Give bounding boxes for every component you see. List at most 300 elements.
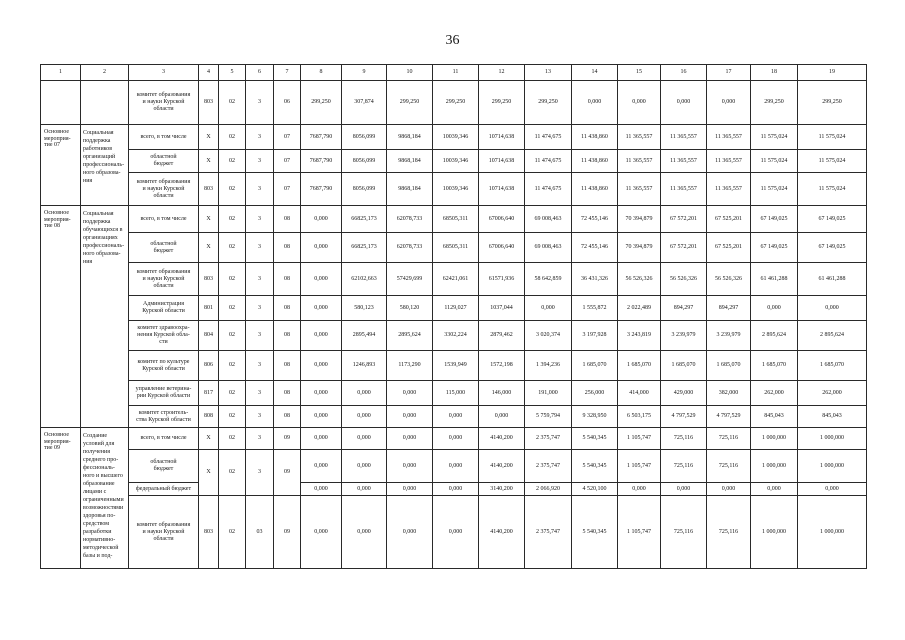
value-cell: 11 575,024: [751, 150, 798, 173]
budget-code-cell: 02: [219, 206, 246, 233]
value-cell: 894,297: [707, 296, 751, 321]
value-cell: 2 022,489: [618, 296, 661, 321]
value-cell: 1 685,070: [572, 351, 618, 381]
value-cell: 1 685,070: [751, 351, 798, 381]
value-cell: 61571,936: [479, 263, 525, 296]
budget-code-cell: 02: [219, 450, 246, 496]
value-cell: 5 540,345: [572, 428, 618, 450]
value-cell: 62421,061: [433, 263, 479, 296]
budget-code-cell: 02: [219, 81, 246, 125]
value-cell: 62102,663: [342, 263, 387, 296]
value-cell: 67 525,201: [707, 206, 751, 233]
value-cell: 11 365,557: [707, 173, 751, 206]
event-title-cell: Социальная поддержка работников организаций профессиональ- ного образова- ния: [81, 125, 129, 206]
budget-code-cell: 08: [274, 321, 301, 351]
budget-code-cell: 806: [199, 351, 219, 381]
value-cell: 1 105,747: [618, 450, 661, 483]
value-cell: 11 474,675: [525, 150, 572, 173]
value-cell: 56 526,326: [618, 263, 661, 296]
value-cell: 725,116: [661, 428, 707, 450]
value-cell: 2 066,920: [525, 483, 572, 496]
recipient-cell: комитет строитель- ства Курской области: [129, 406, 199, 428]
value-cell: 10039,346: [433, 173, 479, 206]
value-cell: 4 520,100: [572, 483, 618, 496]
budget-code-cell: 08: [274, 296, 301, 321]
value-cell: 11 575,024: [798, 173, 867, 206]
value-cell: 11 365,557: [618, 173, 661, 206]
value-cell: 1 105,747: [618, 496, 661, 569]
budget-code-cell: 3: [246, 321, 274, 351]
column-number-cell: 12: [479, 65, 525, 81]
value-cell: 67006,640: [479, 206, 525, 233]
budget-code-cell: 02: [219, 150, 246, 173]
value-cell: 69 008,463: [525, 206, 572, 233]
value-cell: 11 575,024: [751, 125, 798, 150]
value-cell: 0,000: [798, 483, 867, 496]
budget-code-cell: 3: [246, 263, 274, 296]
budget-code-cell: 02: [219, 381, 246, 406]
budget-code-cell: 3: [246, 81, 274, 125]
table-row: [41, 206, 867, 233]
budget-code-cell: 08: [274, 263, 301, 296]
budget-code-cell: 3: [246, 125, 274, 150]
budget-code-cell: 3: [246, 381, 274, 406]
value-cell: 1 105,747: [618, 428, 661, 450]
value-cell: 11 365,557: [661, 150, 707, 173]
value-cell: 0,000: [387, 428, 433, 450]
value-cell: 0,000: [301, 351, 342, 381]
value-cell: 66825,173: [342, 233, 387, 263]
column-number-cell: 10: [387, 65, 433, 81]
recipient-cell: областной бюджет: [129, 150, 199, 173]
budget-code-cell: 3: [246, 173, 274, 206]
recipient-cell: комитет образования и науки Курской области: [129, 496, 199, 569]
value-cell: 72 455,146: [572, 233, 618, 263]
value-cell: 70 394,879: [618, 233, 661, 263]
value-cell: 56 526,326: [661, 263, 707, 296]
value-cell: 0,000: [301, 381, 342, 406]
value-cell: 6 503,175: [618, 406, 661, 428]
table-row: [41, 173, 867, 206]
budget-code-cell: 02: [219, 296, 246, 321]
budget-code-cell: 07: [274, 150, 301, 173]
value-cell: 1 000,000: [751, 496, 798, 569]
value-cell: 0,000: [301, 206, 342, 233]
value-cell: 5 540,345: [572, 496, 618, 569]
value-cell: 9868,184: [387, 125, 433, 150]
budget-code-cell: X: [199, 206, 219, 233]
value-cell: 11 575,024: [798, 150, 867, 173]
table-row: [41, 263, 867, 296]
value-cell: 1 685,070: [707, 351, 751, 381]
budget-code-cell: 02: [219, 263, 246, 296]
value-cell: 61 461,288: [751, 263, 798, 296]
value-cell: 725,116: [661, 450, 707, 483]
value-cell: 1 000,000: [798, 450, 867, 483]
value-cell: 68505,311: [433, 206, 479, 233]
table-row: [41, 428, 867, 450]
value-cell: 11 365,557: [707, 150, 751, 173]
recipient-cell: управление ветерина- рии Курской области: [129, 381, 199, 406]
value-cell: 1246,893: [342, 351, 387, 381]
budget-code-cell: 801: [199, 296, 219, 321]
column-number-cell: 11: [433, 65, 479, 81]
column-number-cell: 8: [301, 65, 342, 81]
value-cell: 0,000: [433, 450, 479, 483]
table-row: [41, 81, 867, 125]
budget-code-cell: 06: [274, 81, 301, 125]
budget-code-cell: 803: [199, 81, 219, 125]
value-cell: 1572,198: [479, 351, 525, 381]
value-cell: 11 474,675: [525, 173, 572, 206]
recipient-cell: комитет образования и науки Курской области: [129, 81, 199, 125]
value-cell: 9 328,950: [572, 406, 618, 428]
value-cell: 2 375,747: [525, 450, 572, 483]
budget-code-cell: 09: [274, 496, 301, 569]
value-cell: 1173,290: [387, 351, 433, 381]
budget-code-cell: 08: [274, 233, 301, 263]
value-cell: 67 572,201: [661, 206, 707, 233]
value-cell: 11 575,024: [798, 125, 867, 150]
budget-code-cell: 02: [219, 406, 246, 428]
value-cell: 11 365,557: [661, 125, 707, 150]
budget-code-cell: X: [199, 450, 219, 496]
value-cell: 0,000: [618, 81, 661, 125]
recipient-cell: областной бюджет: [129, 450, 199, 483]
value-cell: 382,000: [707, 381, 751, 406]
column-number-cell: 15: [618, 65, 661, 81]
column-number-cell: 4: [199, 65, 219, 81]
column-number-cell: 14: [572, 65, 618, 81]
value-cell: 4140,200: [479, 428, 525, 450]
value-cell: 0,000: [301, 263, 342, 296]
value-cell: 845,043: [751, 406, 798, 428]
value-cell: 1 000,000: [751, 450, 798, 483]
value-cell: 3 239,979: [661, 321, 707, 351]
value-cell: 0,000: [798, 296, 867, 321]
value-cell: 1 394,236: [525, 351, 572, 381]
value-cell: 0,000: [479, 406, 525, 428]
value-cell: 7687,790: [301, 125, 342, 150]
value-cell: 4 797,529: [661, 406, 707, 428]
value-cell: 67 149,025: [751, 233, 798, 263]
recipient-cell: Администрация Курской области: [129, 296, 199, 321]
recipient-cell: комитет здравоохра- нения Курской обла- сти: [129, 321, 199, 351]
value-cell: 0,000: [751, 296, 798, 321]
value-cell: 4 797,529: [707, 406, 751, 428]
table-row: [41, 233, 867, 263]
value-cell: 0,000: [707, 483, 751, 496]
value-cell: 2 375,747: [525, 496, 572, 569]
value-cell: 299,250: [301, 81, 342, 125]
budget-code-cell: X: [199, 125, 219, 150]
budget-code-cell: 803: [199, 173, 219, 206]
table-row: [41, 406, 867, 428]
table-row: [41, 351, 867, 381]
budget-code-cell: 3: [246, 233, 274, 263]
column-number-cell: 7: [274, 65, 301, 81]
value-cell: 262,000: [798, 381, 867, 406]
value-cell: 3 243,819: [618, 321, 661, 351]
budget-code-cell: 803: [199, 263, 219, 296]
value-cell: 845,043: [798, 406, 867, 428]
value-cell: 299,250: [433, 81, 479, 125]
value-cell: 299,250: [525, 81, 572, 125]
value-cell: 11 365,557: [661, 173, 707, 206]
value-cell: 62078,733: [387, 233, 433, 263]
budget-code-cell: 03: [246, 496, 274, 569]
budget-code-cell: 08: [274, 351, 301, 381]
value-cell: 299,250: [479, 81, 525, 125]
table-row: [41, 125, 867, 150]
column-number-cell: 3: [129, 65, 199, 81]
value-cell: 11 365,557: [618, 150, 661, 173]
recipient-cell: комитет по культуре Курской области: [129, 351, 199, 381]
value-cell: 0,000: [387, 450, 433, 483]
table-row: [41, 296, 867, 321]
event-number-cell: Основное мероприя- тие 09: [41, 428, 81, 569]
value-cell: 0,000: [342, 428, 387, 450]
value-cell: 0,000: [301, 406, 342, 428]
table-row: [41, 450, 867, 483]
budget-code-cell: 08: [274, 381, 301, 406]
value-cell: 0,000: [342, 450, 387, 483]
value-cell: 11 438,860: [572, 150, 618, 173]
value-cell: 725,116: [707, 496, 751, 569]
value-cell: 2 895,624: [751, 321, 798, 351]
value-cell: 67 525,201: [707, 233, 751, 263]
budget-code-cell: 09: [274, 428, 301, 450]
value-cell: 0,000: [301, 428, 342, 450]
value-cell: 0,000: [572, 81, 618, 125]
budget-code-cell: X: [199, 428, 219, 450]
value-cell: 3 197,928: [572, 321, 618, 351]
value-cell: 1539,949: [433, 351, 479, 381]
value-cell: 67006,640: [479, 233, 525, 263]
column-number-cell: 1: [41, 65, 81, 81]
value-cell: 8056,099: [342, 173, 387, 206]
budget-code-cell: 09: [274, 450, 301, 496]
table-row: [41, 321, 867, 351]
value-cell: 3302,224: [433, 321, 479, 351]
value-cell: 0,000: [301, 483, 342, 496]
event-number-cell: Основное мероприя- тие 08: [41, 206, 81, 428]
value-cell: 68505,311: [433, 233, 479, 263]
value-cell: 67 149,025: [798, 206, 867, 233]
recipient-cell: всего, в том числе: [129, 206, 199, 233]
event-title-cell: Создание условий для получения среднего про- фессиональ- ного и высшего образование лицами с ограниченными возможностями здоровья по- средством разработки нормативно- методической базы и под-: [81, 428, 129, 569]
value-cell: 1 685,070: [661, 351, 707, 381]
value-cell: 61 461,288: [798, 263, 867, 296]
value-cell: 1 000,000: [751, 428, 798, 450]
column-number-cell: 9: [342, 65, 387, 81]
value-cell: 725,116: [707, 428, 751, 450]
value-cell: 10714,638: [479, 125, 525, 150]
value-cell: 11 575,024: [751, 173, 798, 206]
value-cell: 1037,044: [479, 296, 525, 321]
value-cell: 0,000: [301, 321, 342, 351]
recipient-cell: комитет образования и науки Курской области: [129, 263, 199, 296]
budget-code-cell: 08: [274, 406, 301, 428]
value-cell: 0,000: [301, 233, 342, 263]
value-cell: 4140,200: [479, 450, 525, 483]
recipient-cell: всего, в том числе: [129, 125, 199, 150]
table-row: [41, 496, 867, 569]
column-number-cell: 13: [525, 65, 572, 81]
value-cell: 115,000: [433, 381, 479, 406]
value-cell: 67 149,025: [798, 233, 867, 263]
value-cell: 3 020,374: [525, 321, 572, 351]
value-cell: 0,000: [707, 81, 751, 125]
value-cell: 0,000: [433, 406, 479, 428]
budget-code-cell: X: [199, 150, 219, 173]
value-cell: 36 431,326: [572, 263, 618, 296]
budget-code-cell: 808: [199, 406, 219, 428]
value-cell: 0,000: [618, 483, 661, 496]
budget-code-cell: 804: [199, 321, 219, 351]
column-number-cell: 16: [661, 65, 707, 81]
value-cell: 58 642,859: [525, 263, 572, 296]
value-cell: 299,250: [387, 81, 433, 125]
value-cell: 8056,099: [342, 125, 387, 150]
value-cell: 66825,173: [342, 206, 387, 233]
event-number-cell: Основное мероприя- тие 07: [41, 125, 81, 206]
budget-code-cell: 02: [219, 496, 246, 569]
value-cell: 3 239,979: [707, 321, 751, 351]
value-cell: 580,120: [387, 296, 433, 321]
recipient-cell: федеральный бюджет: [129, 483, 199, 496]
value-cell: 725,116: [661, 496, 707, 569]
value-cell: 0,000: [342, 381, 387, 406]
value-cell: 69 008,463: [525, 233, 572, 263]
value-cell: 2895,494: [342, 321, 387, 351]
value-cell: 2 375,747: [525, 428, 572, 450]
value-cell: 2 895,624: [798, 321, 867, 351]
table-row: [41, 483, 867, 496]
value-cell: 0,000: [301, 496, 342, 569]
value-cell: 146,000: [479, 381, 525, 406]
value-cell: 67 572,201: [661, 233, 707, 263]
event-title-cell: Социальная поддержка обучающихся в организациях профессиональ- ного образова- ния: [81, 206, 129, 428]
value-cell: 0,000: [301, 450, 342, 483]
value-cell: 0,000: [751, 483, 798, 496]
budget-code-cell: 02: [219, 351, 246, 381]
value-cell: 11 438,860: [572, 125, 618, 150]
table-body: [41, 81, 867, 569]
value-cell: 70 394,879: [618, 206, 661, 233]
page-number: 36: [445, 33, 460, 48]
value-cell: 0,000: [661, 483, 707, 496]
recipient-cell: всего, в том числе: [129, 428, 199, 450]
table-row: [41, 150, 867, 173]
budget-code-cell: X: [199, 233, 219, 263]
value-cell: 1129,027: [433, 296, 479, 321]
value-cell: 72 455,146: [572, 206, 618, 233]
recipient-cell: комитет образования и науки Курской области: [129, 173, 199, 206]
budget-code-cell: 3: [246, 150, 274, 173]
value-cell: 0,000: [387, 381, 433, 406]
value-cell: 262,000: [751, 381, 798, 406]
budget-code-cell: 02: [219, 173, 246, 206]
value-cell: 0,000: [661, 81, 707, 125]
value-cell: 299,250: [798, 81, 867, 125]
value-cell: 3140,200: [479, 483, 525, 496]
budget-code-cell: 02: [219, 125, 246, 150]
value-cell: 299,250: [751, 81, 798, 125]
column-number-cell: 19: [798, 65, 867, 81]
value-cell: 894,297: [661, 296, 707, 321]
value-cell: 725,116: [707, 450, 751, 483]
value-cell: 7687,790: [301, 173, 342, 206]
column-number-row: [41, 65, 867, 81]
budget-code-cell: 07: [274, 173, 301, 206]
value-cell: 0,000: [525, 296, 572, 321]
value-cell: 11 365,557: [618, 125, 661, 150]
budget-code-cell: 02: [219, 233, 246, 263]
value-cell: 10714,638: [479, 173, 525, 206]
value-cell: 580,123: [342, 296, 387, 321]
value-cell: 256,000: [572, 381, 618, 406]
value-cell: 0,000: [387, 406, 433, 428]
value-cell: 0,000: [387, 483, 433, 496]
event-number-cell: [41, 81, 81, 125]
value-cell: 307,874: [342, 81, 387, 125]
value-cell: 10714,638: [479, 150, 525, 173]
value-cell: 57429,699: [387, 263, 433, 296]
value-cell: 429,000: [661, 381, 707, 406]
value-cell: 0,000: [433, 483, 479, 496]
value-cell: 0,000: [342, 496, 387, 569]
budget-code-cell: 3: [246, 428, 274, 450]
budget-code-cell: 3: [246, 206, 274, 233]
value-cell: 191,000: [525, 381, 572, 406]
value-cell: 10039,346: [433, 125, 479, 150]
value-cell: 1 555,872: [572, 296, 618, 321]
recipient-cell: областной бюджет: [129, 233, 199, 263]
budget-code-cell: 3: [246, 406, 274, 428]
value-cell: 11 474,675: [525, 125, 572, 150]
budget-code-cell: 3: [246, 351, 274, 381]
value-cell: 10039,346: [433, 150, 479, 173]
value-cell: 0,000: [301, 296, 342, 321]
value-cell: 62078,733: [387, 206, 433, 233]
value-cell: 4140,200: [479, 496, 525, 569]
value-cell: 9868,184: [387, 173, 433, 206]
table-row: [41, 381, 867, 406]
value-cell: 7687,790: [301, 150, 342, 173]
event-title-cell: [81, 81, 129, 125]
budget-code-cell: 803: [199, 496, 219, 569]
value-cell: 8056,099: [342, 150, 387, 173]
column-number-cell: 6: [246, 65, 274, 81]
value-cell: 1 000,000: [798, 428, 867, 450]
value-cell: 11 365,557: [707, 125, 751, 150]
column-number-cell: 17: [707, 65, 751, 81]
value-cell: 0,000: [387, 496, 433, 569]
value-cell: 56 526,326: [707, 263, 751, 296]
budget-code-cell: 3: [246, 296, 274, 321]
column-number-cell: 5: [219, 65, 246, 81]
budget-code-cell: 02: [219, 321, 246, 351]
value-cell: 11 438,860: [572, 173, 618, 206]
value-cell: 0,000: [433, 496, 479, 569]
budget-code-cell: 07: [274, 125, 301, 150]
value-cell: 0,000: [342, 406, 387, 428]
value-cell: 0,000: [433, 428, 479, 450]
value-cell: 2895,624: [387, 321, 433, 351]
budget-code-cell: 3: [246, 450, 274, 496]
budget-table: [40, 64, 867, 569]
